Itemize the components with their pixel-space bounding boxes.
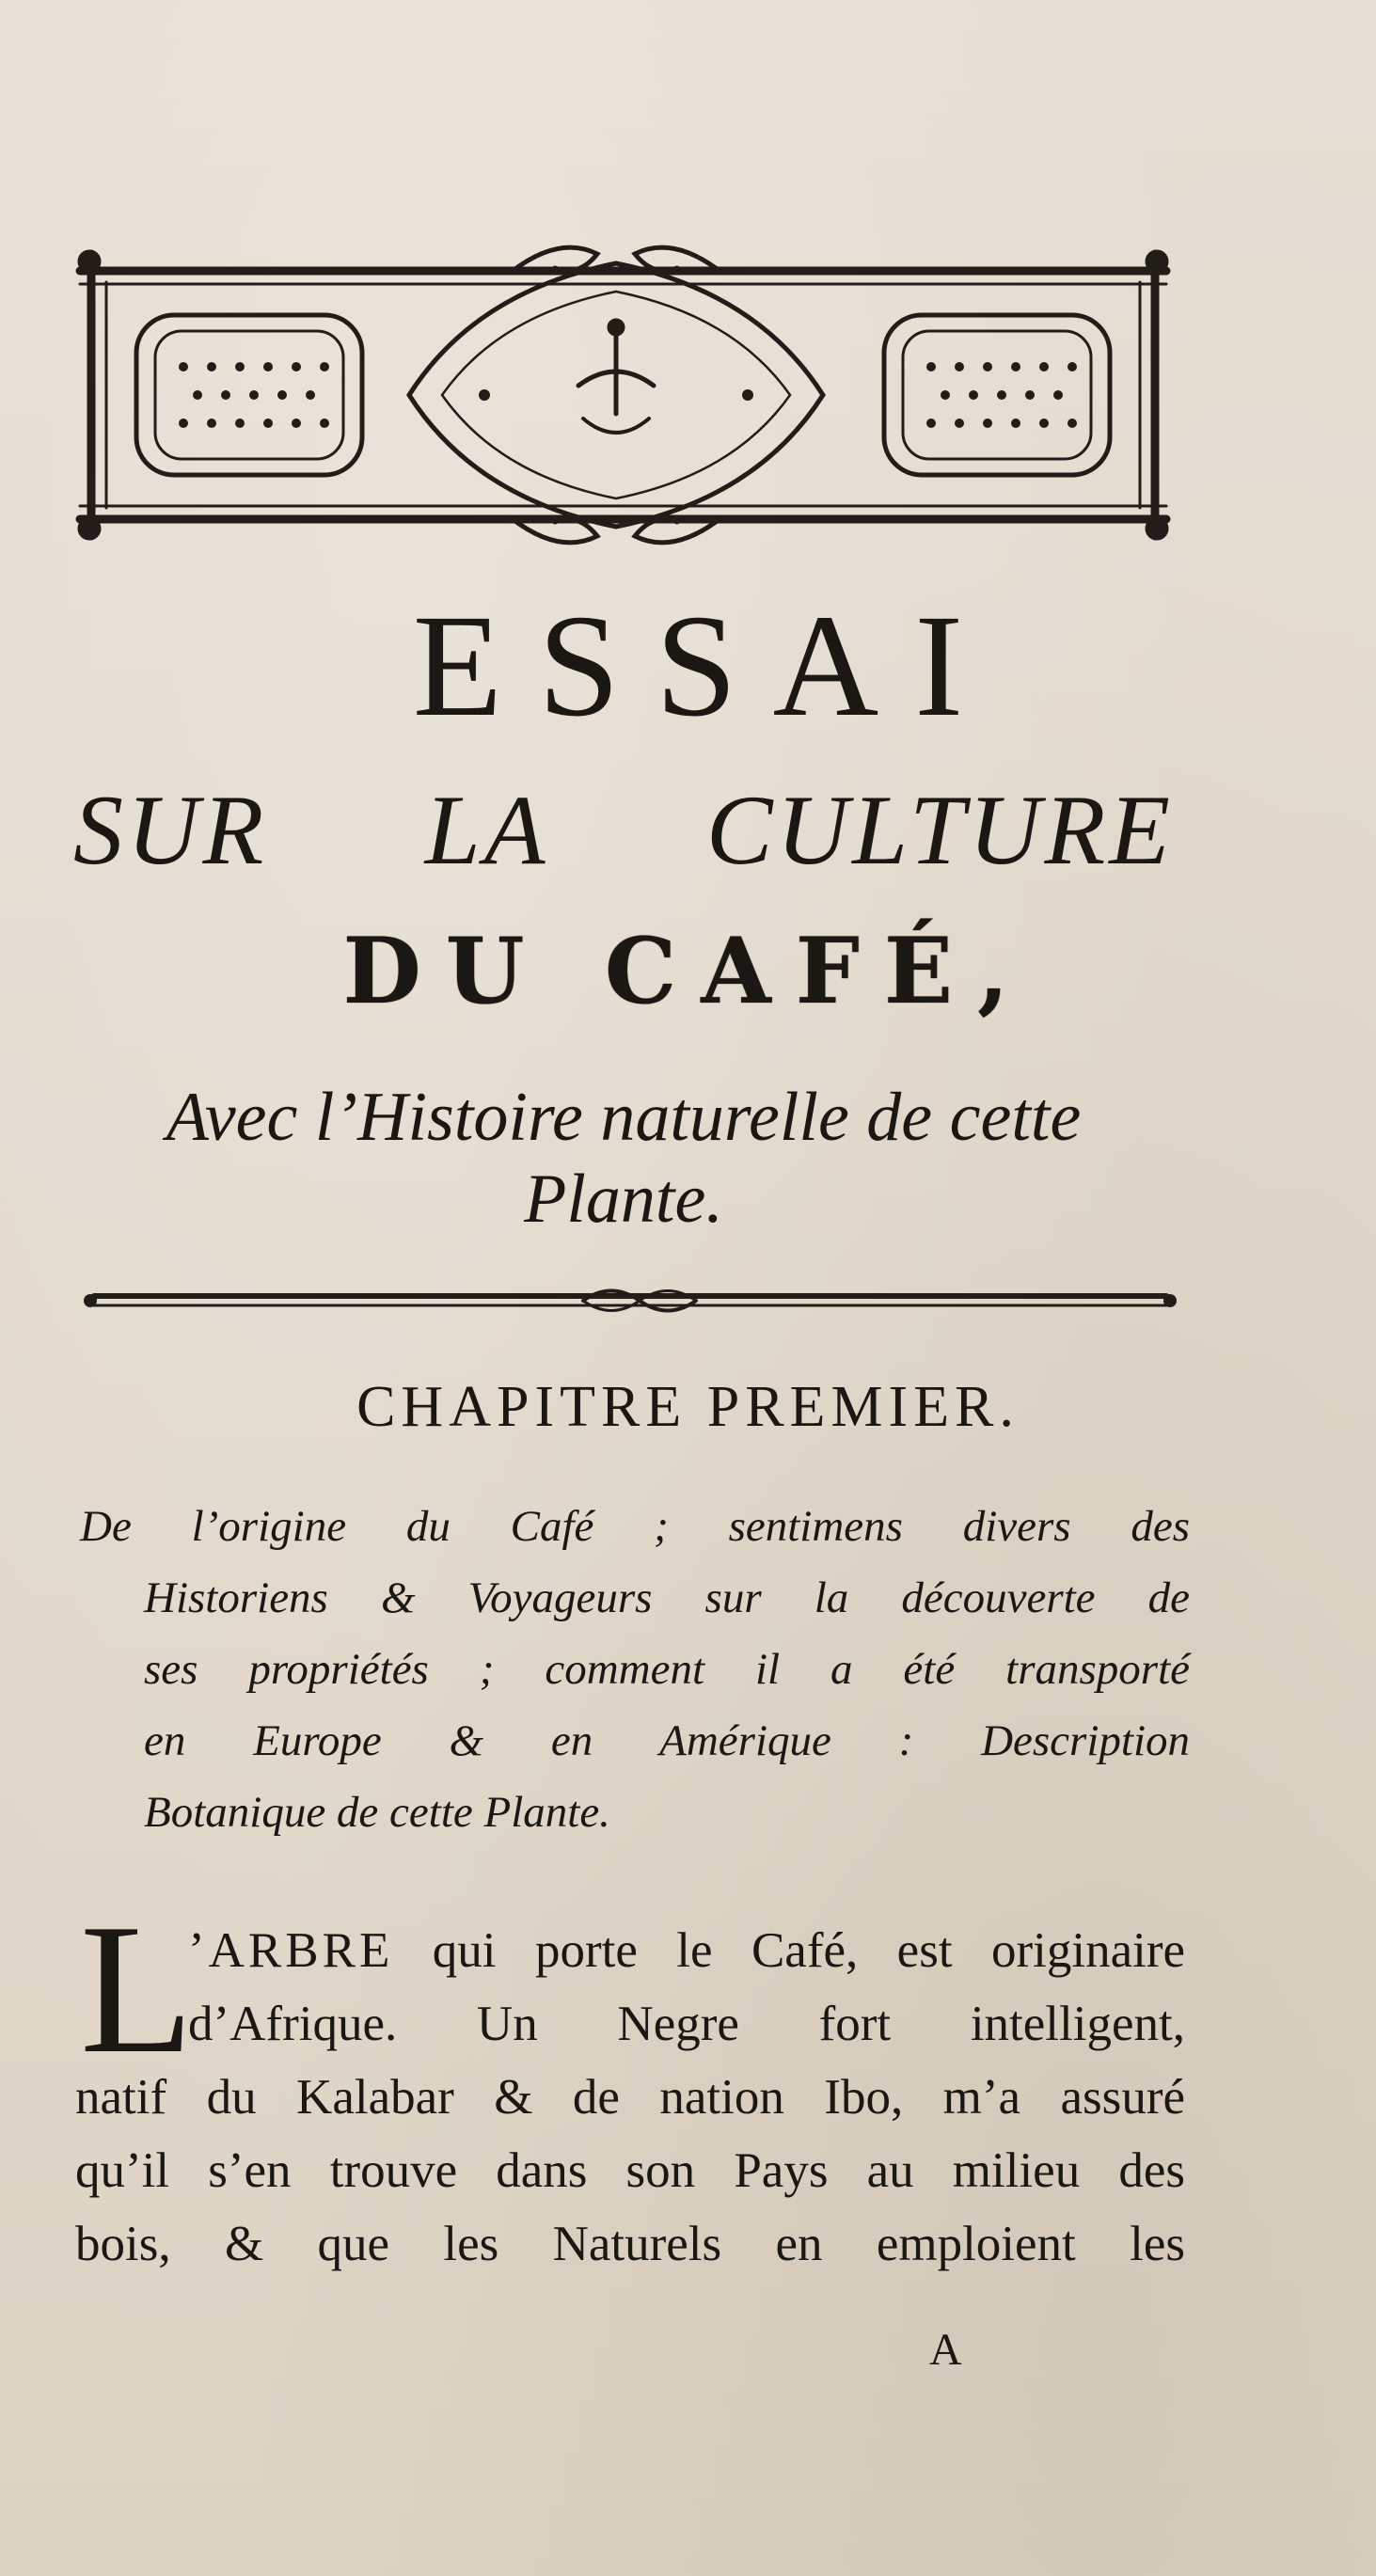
body-line: qu’il s’en trouve dans son Pays au milieu des xyxy=(75,2143,1185,2198)
first-word-smallcaps: ’ARBRE xyxy=(188,1923,394,1978)
body-line-text: qui porte le Café, est originaire xyxy=(432,1923,1185,1978)
body-line xyxy=(75,1914,1185,1987)
drop-cap: L xyxy=(80,1886,194,2092)
chapter-heading: CHAPITRE PREMIER. xyxy=(356,1375,1020,1439)
summary-line: en Europe & en Amérique : Description xyxy=(144,1716,1190,1765)
headpiece-ornament-icon xyxy=(71,226,1176,564)
body-line: bois, & que les Naturels en emploient les xyxy=(75,2217,1185,2271)
summary-line: ses propriétés ; comment il a été transporté xyxy=(144,1645,1190,1694)
body-line: d’Afrique. Un Negre fort intelligent, xyxy=(188,1997,1185,2051)
subtitle-line-2: DU CAFÉ, xyxy=(342,918,1034,1024)
subtitle-word-3: CULTURE xyxy=(705,775,1174,885)
body-paragraph xyxy=(75,1914,1185,2281)
subtitle-line-1 xyxy=(73,775,1174,885)
title-main: ESSAI xyxy=(412,584,1000,747)
subtitle-word-1: SUR xyxy=(73,775,268,885)
subtitle-word-2: LA xyxy=(424,775,549,885)
chapter-summary xyxy=(80,1491,1190,1848)
body-line: natif du Kalabar & de nation Ibo, m’a assuré xyxy=(75,2070,1185,2125)
subtitle-line-3: Avec l’Histoire naturelle de cette Plante. xyxy=(166,1079,1082,1238)
summary-line: Botanique de cette Plante. xyxy=(144,1788,610,1837)
divider-rule-icon xyxy=(75,1281,1180,1319)
summary-line: De l’origine du Café ; sentimens divers des xyxy=(80,1502,1190,1551)
summary-line: Historiens & Voyageurs sur la découverte de xyxy=(144,1573,1190,1622)
signature-mark: A xyxy=(929,2325,962,2375)
